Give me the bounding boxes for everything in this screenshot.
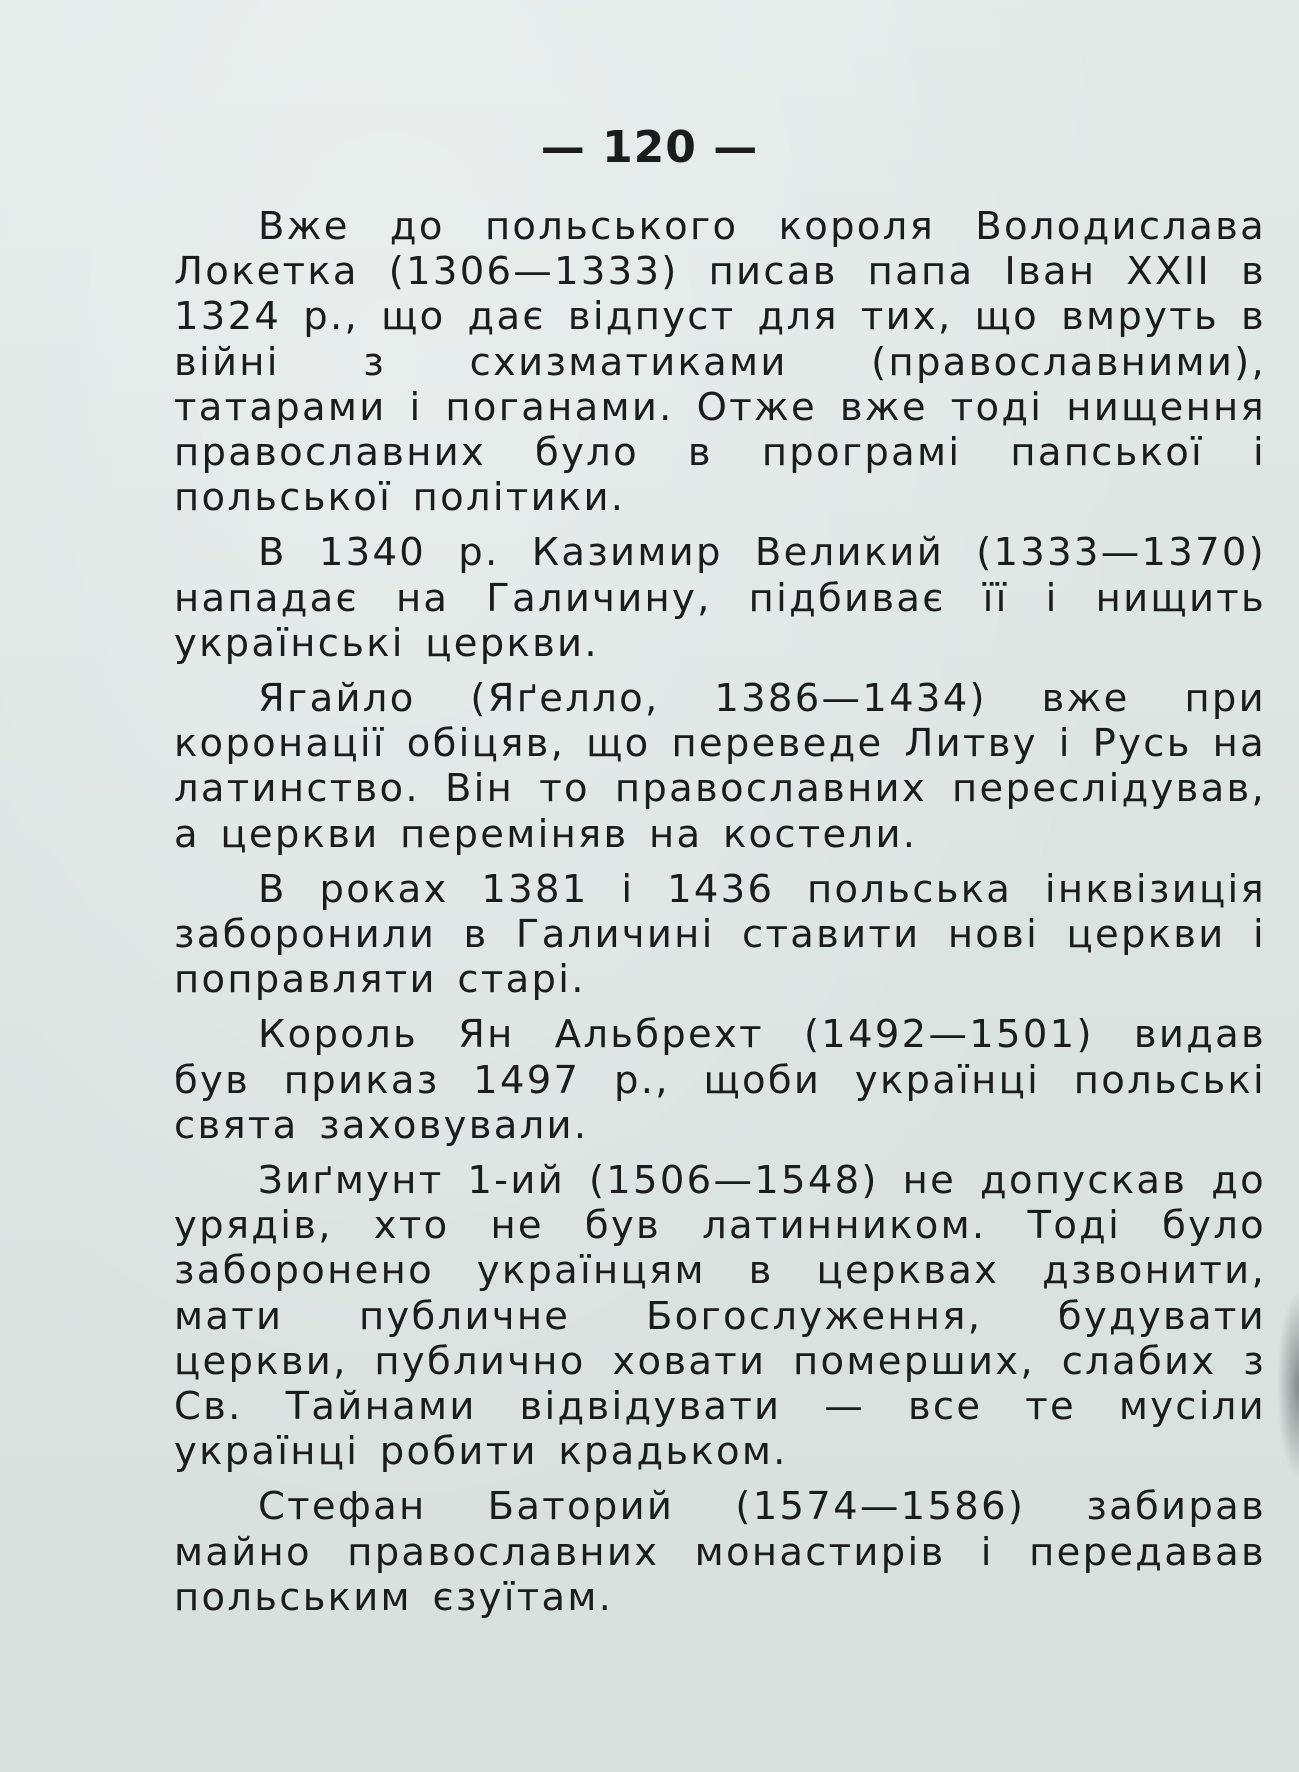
paragraph-3: Ягайло (Яґелло, 1386—1434) вже при коронації обіцяв, що переведе Литву і Русь на латинство. Він то православних переслідував, а церкви переміняв на костели. — [174, 676, 1266, 857]
paragraph-2: В 1340 р. Казимир Великий (1333—1370) нападає на Галичину, підбиває її і нищить українські церкви. — [174, 530, 1266, 666]
paragraph-4: В роках 1381 і 1436 польська інквізиція заборонили в Галичині ставити нові церкви і поправляти старі. — [174, 866, 1266, 1003]
page-number: — 120 — — [540, 122, 759, 173]
body-text — [174, 204, 1266, 1630]
paragraph-6: Зиґмунт 1-ий (1506—1548) не допускав до урядів, хто не був латинником. Тоді було заборонено українцям в церквах дзвонити, мати публичне Богослуження, будувати церкви, публично ховати померших, слабих з Св. Тайнами відвідувати — все те мусіли українці робити крадьком. — [174, 1158, 1266, 1475]
paragraph-5: Король Ян Альбрехт (1492—1501) видав був приказ 1497 р., щоби українці польські свята заховували. — [174, 1012, 1266, 1148]
paragraph-7: Стефан Баторий (1574—1586) забирав майно православних монастирів і передавав польським єзуїтам. — [174, 1484, 1266, 1620]
page-edge-shadow — [1277, 1290, 1299, 1480]
paragraph-1: Вже до польського короля Володислава Локетка (1306—1333) писав папа Іван XXII в 1324 р., що дає відпуст для тих, що вмруть в війні з схизматиками (православними), татарами і поганами. Отже вже тоді нищення православних було в програмі папської і польської політики. — [174, 204, 1266, 521]
